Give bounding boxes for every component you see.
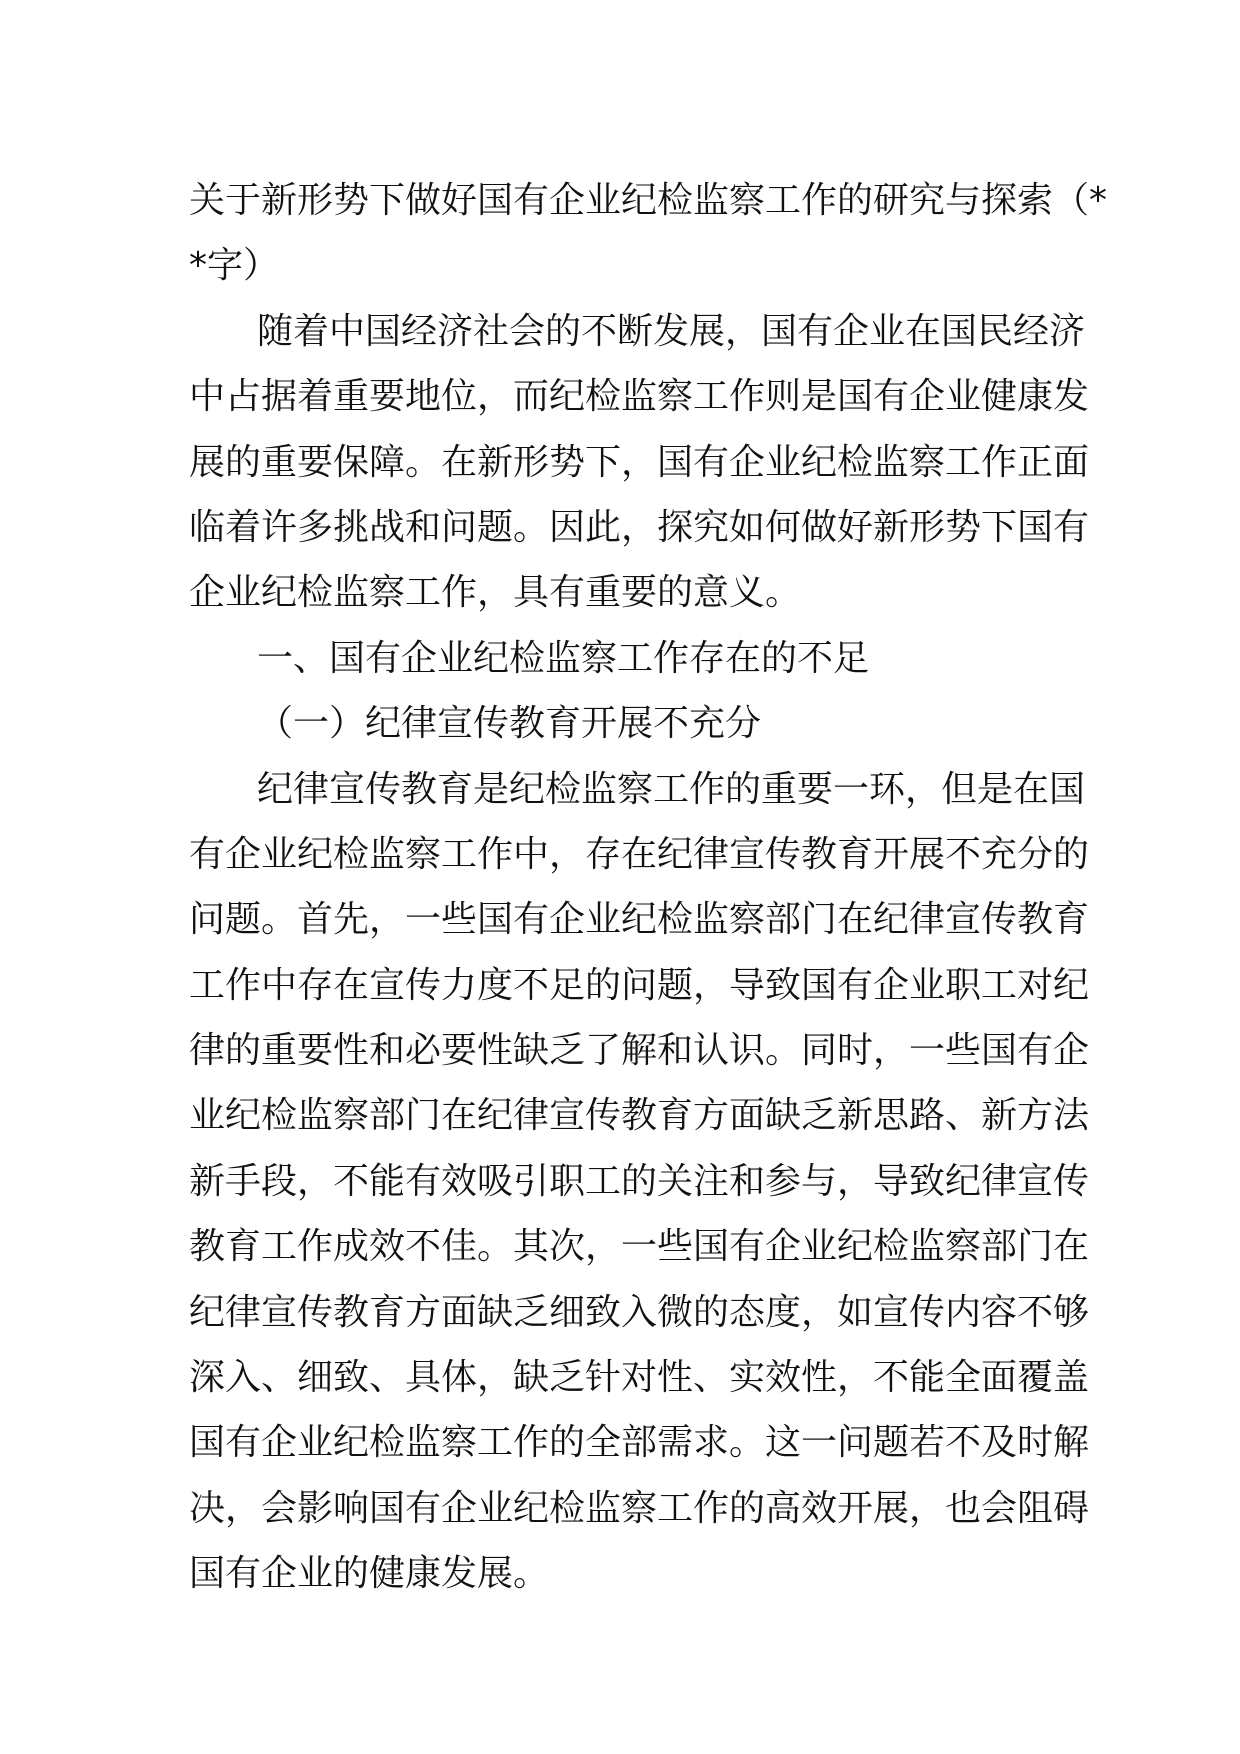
- paragraph-line: 新手段，不能有效吸引职工的关注和参与，导致纪律宣传: [189, 1160, 1090, 1202]
- paragraph-line: 随着中国经济社会的不断发展，国有企业在国民经济: [257, 310, 1086, 352]
- paragraph-line: 纪律宣传教育方面缺乏细致入微的态度，如宣传内容不够: [189, 1291, 1090, 1333]
- paragraph-line: 纪律宣传教育是纪检监察工作的重要一环，但是在国: [257, 768, 1086, 810]
- paragraph-line: 企业纪检监察工作，具有重要的意义。: [189, 572, 802, 614]
- paragraph-line: 临着许多挑战和问题。因此，探究如何做好新形势下国有: [189, 506, 1090, 548]
- paragraph-line: 有企业纪检监察工作中，存在纪律宣传教育开展不充分的: [189, 833, 1090, 875]
- paragraph-line: 中占据着重要地位，而纪检监察工作则是国有企业健康发: [189, 376, 1090, 418]
- paragraph-line: 展的重要保障。在新形势下，国有企业纪检监察工作正面: [189, 441, 1090, 483]
- paragraph-line: 国有企业的健康发展。: [189, 1553, 550, 1595]
- paragraph-line: 工作中存在宣传力度不足的问题，导致国有企业职工对纪: [189, 964, 1090, 1006]
- paragraph-line: 律的重要性和必要性缺乏了解和认识。同时，一些国有企: [189, 1030, 1090, 1072]
- section-heading: 一、国有企业纪检监察工作存在的不足: [257, 637, 870, 679]
- paragraph-line: 深入、细致、具体，缺乏针对性、实效性，不能全面覆盖: [189, 1357, 1090, 1399]
- title-line: *字）: [189, 245, 280, 287]
- paragraph-line: 决，会影响国有企业纪检监察工作的高效开展，也会阻碍: [189, 1487, 1090, 1529]
- document-body: [189, 177, 1108, 1616]
- paragraph-line: 问题。首先，一些国有企业纪检监察部门在纪律宣传教育: [189, 899, 1090, 941]
- section-heading: （一）纪律宣传教育开展不充分: [257, 703, 762, 745]
- paragraph-line: 业纪检监察部门在纪律宣传教育方面缺乏新思路、新方法: [189, 1095, 1090, 1137]
- title-line: 关于新形势下做好国有企业纪检监察工作的研究与探索（*: [189, 180, 1108, 221]
- paragraph-line: 教育工作成效不佳。其次，一些国有企业纪检监察部门在: [189, 1226, 1090, 1268]
- paragraph-line: 国有企业纪检监察工作的全部需求。这一问题若不及时解: [189, 1422, 1090, 1464]
